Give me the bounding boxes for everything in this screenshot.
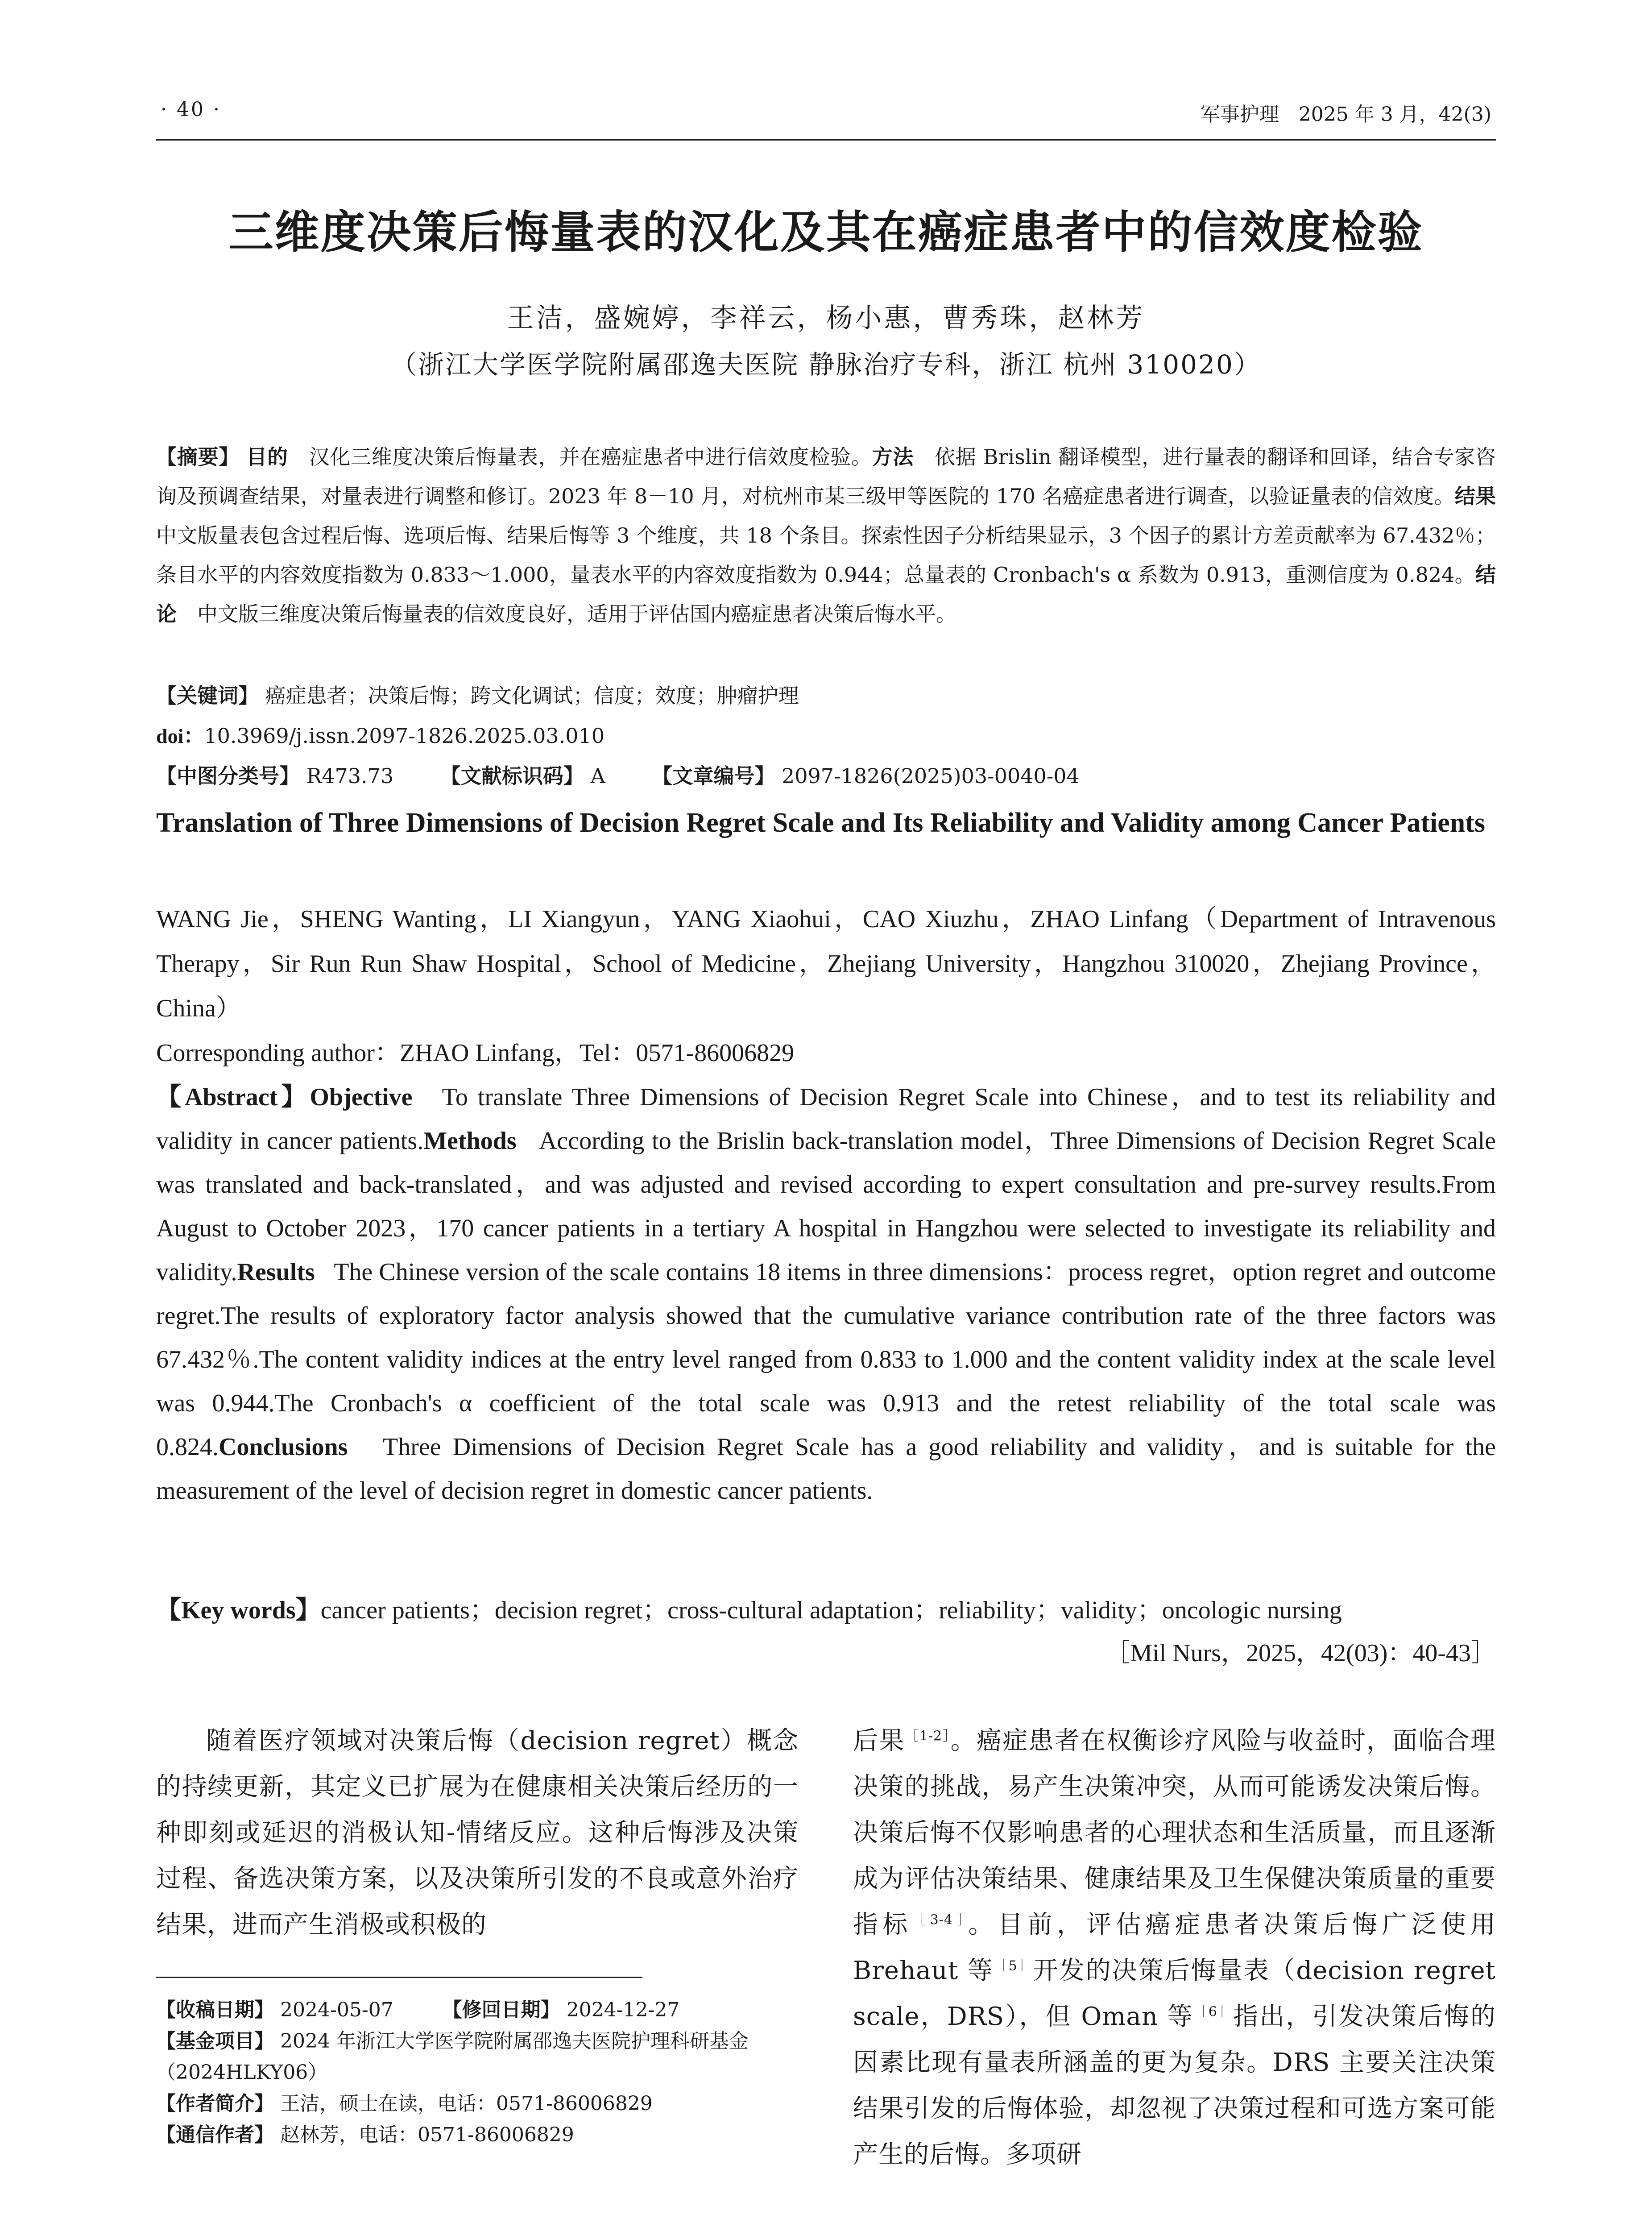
methods-en: According to the Brislin back-translation model，Three Dimensions of Decision Regret Scale was translated and back-translated，and was adjusted and revised according to expert consultation and pre-survey results.From August to October 2023，170 cancer patients in a tertiary A hospital in Hangzhou were selected to investigate its reliability and validity.: [156, 1127, 1496, 1286]
abstract-en: [156, 1075, 1496, 1513]
abstract-cn: [156, 437, 1496, 634]
clc-label: 【中图分类号】: [156, 764, 300, 788]
footnote-corresponding: [156, 2119, 799, 2151]
corresponding-label: 【通信作者】: [156, 2123, 274, 2146]
reference-mark: ［5］: [994, 1958, 1033, 1974]
footnote-dates: [156, 1995, 799, 2026]
conclusion-label-cn: 结论: [156, 563, 1496, 626]
revised-label: 【修回日期】: [442, 1999, 560, 2021]
objective-label-cn: 目的: [246, 445, 288, 469]
author-bio-text: 王洁，硕士在读，电话：0571-86006829: [280, 2092, 653, 2115]
body-text: 开发的决策后悔量表（decision regret scale，DRS），但 Oman 等: [853, 1956, 1496, 2031]
methods-label-cn: 方法: [872, 445, 914, 469]
footnote-author: [156, 2088, 799, 2119]
objective-cn: 汉化三维度决策后悔量表，并在癌症患者中进行信效度检验。: [309, 445, 872, 469]
fund-text: 2024 年浙江大学医学院附属邵逸夫医院护理科研基金（2024HLKY06）: [156, 2030, 749, 2084]
conclusion-label-en: Conclusions: [219, 1433, 348, 1461]
doc-code-value: A: [590, 764, 605, 788]
keywords-en-label: 【Key words】: [156, 1597, 321, 1624]
doi-line: [156, 716, 1496, 756]
authors-cn: 王洁，盛婉婷，李祥云，杨小惠，曹秀珠，赵林芳: [507, 303, 1145, 334]
article-no-label: 【文章编号】: [652, 764, 775, 788]
methods-cn: 依据 Brislin 翻译模型，进行量表的翻译和回译，结合专家咨询及预调查结果，对量表进行调整和修订。2023 年 8－10 月，对杭州市某三级甲等医院的 170 名癌症患者进行调查，以验证量表的信效度。: [156, 445, 1496, 508]
received-date: 2024-05-07: [280, 1999, 393, 2021]
body-text: 指出，引发决策后悔的因素比现有量表所涵盖的更为复杂。DRS 主要关注决策结果引发的后悔体验，却忽视了决策过程和可选方案可能产生的后悔。多项研: [853, 2002, 1496, 2169]
results-cn: 中文版量表包含过程后悔、选项后悔、结果后悔等 3 个维度，共 18 个条目。探索性因子分析结果显示，3 个因子的累计方差贡献率为 67.432％；条目水平的内容效度指数为 0.833～1.000，量表水平的内容效度指数为 0.944；总量表的 Cronbach's α 系数为 0.913，重测信度为 0.824。: [156, 523, 1496, 587]
reference-mark: ［3-4］: [912, 1912, 969, 1928]
objective-en: To translate Three Dimensions of Decision Regret Scale into Chinese，and to test its reliability and validity in cancer patients.: [156, 1083, 1496, 1155]
journal-info: 军事护理 2025 年 3 月，42(3): [1200, 103, 1491, 126]
abstract-cn-label: 【摘要】: [156, 445, 240, 469]
results-en: The Chinese version of the scale contains 18 items in three dimensions：process regret，option regret and outcome regret.The results of exploratory factor analysis showed that the cumulative variance contribution rate of the three factors was 67.432％.The content validity indices at the entry level ranged from 0.833 to 1.000 and the content validity index at the scale level was 0.944.The Cronbach's α coefficient of the total scale was 0.913 and the retest reliability of the total scale was 0.824.: [156, 1258, 1496, 1461]
fund-label: 【基金项目】: [156, 2030, 274, 2053]
author-bio-label: 【作者简介】: [156, 2092, 274, 2115]
footnote-fund: [156, 2026, 799, 2088]
reference-mark: ［1-2］: [905, 1728, 951, 1744]
citation: ［Mil Nurs，2025，42(03)：40-43］: [1105, 1639, 1496, 1667]
objective-label-en: Objective: [310, 1083, 413, 1111]
abstract-en-label: 【Abstract】: [156, 1083, 310, 1111]
body-text: 。癌症患者在权衡诊疗风险与收益时，面临合理决策的挑战，易产生决策冲突，从而可能诱发决策后悔。决策后悔不仅影响患者的心理状态和生活质量，而且逐渐成为评估决策结果、健康结果及卫生保健决策质量的重要指标: [853, 1726, 1496, 1939]
classification-line: [156, 756, 1496, 796]
results-label-en: Results: [237, 1258, 315, 1286]
revised-date: 2024-12-27: [566, 1999, 680, 2021]
body-column-right: [853, 1718, 1496, 2177]
keywords-en: [156, 1588, 1496, 1632]
header-rule: [156, 139, 1496, 141]
results-label-cn: 结果: [1454, 484, 1496, 508]
corresponding-author-en: Corresponding author：ZHAO Linfang，Tel：0571-86006829: [156, 1039, 795, 1067]
methods-label-en: Methods: [423, 1127, 517, 1155]
body-text: 。目前，评估癌症患者决策后悔广泛使用 Brehaut 等: [853, 1910, 1496, 1985]
article-title-cn: 三维度决策后悔量表的汉化及其在癌症患者中的信效度检验: [228, 206, 1424, 258]
corresponding-text: 赵林芳，电话：0571-86006829: [280, 2123, 574, 2146]
conclusion-en: Three Dimensions of Decision Regret Scale has a good reliability and validity，and is suitable for the measurement of the level of decision regret in domestic cancer patients.: [156, 1433, 1496, 1505]
keywords-cn: [156, 676, 1496, 715]
article-no-value: 2097-1826(2025)03-0040-04: [781, 764, 1080, 788]
footnote-rule: [156, 1977, 642, 1978]
page-number: · 40 ·: [161, 98, 221, 121]
doc-code-label: 【文献标识码】: [440, 764, 584, 788]
authors-en: WANG Jie，SHENG Wanting，LI Xiangyun，YANG Xiaohui，CAO Xiuzhu，ZHAO Linfang（Department of Intravenous Therapy，Sir Run Run Shaw Hospital，School of Medicine，Zhejiang University，Hangzhou 310020，Zhejiang Province，China）: [156, 905, 1496, 1022]
clc-value: R473.73: [306, 764, 394, 788]
doi-label: doi：: [156, 725, 204, 747]
keywords-cn-label: 【关键词】: [156, 684, 259, 708]
keywords-cn-text: 癌症患者；决策后悔；跨文化调试；信度；效度；肿瘤护理: [265, 684, 799, 708]
doi-value: 10.3969/j.issn.2097-1826.2025.03.010: [204, 724, 605, 748]
footnotes: [156, 1995, 799, 2151]
reference-mark: ［6］: [1193, 2004, 1234, 2020]
conclusion-cn: 中文版三维度决策后悔量表的信效度良好，适用于评估国内癌症患者决策后悔水平。: [197, 602, 956, 626]
body-text: 后果: [853, 1726, 905, 1755]
article-title-en: Translation of Three Dimensions of Decision Regret Scale and Its Reliability and Validity among Cancer Patients: [156, 808, 1485, 838]
affiliation-cn: （浙江大学医学院附属邵逸夫医院 静脉治疗专科，浙江 杭州 310020）: [391, 349, 1261, 380]
body-column-left: 随着医疗领域对决策后悔（decision regret）概念的持续更新，其定义已扩展为在健康相关决策后经历的一种即刻或延迟的消极认知-情绪反应。这种后悔涉及决策过程、备选决策方案，以及决策所引发的不良或意外治疗结果，进而产生消极或积极的: [156, 1726, 799, 1939]
received-label: 【收稿日期】: [156, 1999, 274, 2021]
keywords-en-text: cancer patients；decision regret；cross-cultural adaptation；reliability；validity；oncologic nursing: [320, 1597, 1342, 1624]
